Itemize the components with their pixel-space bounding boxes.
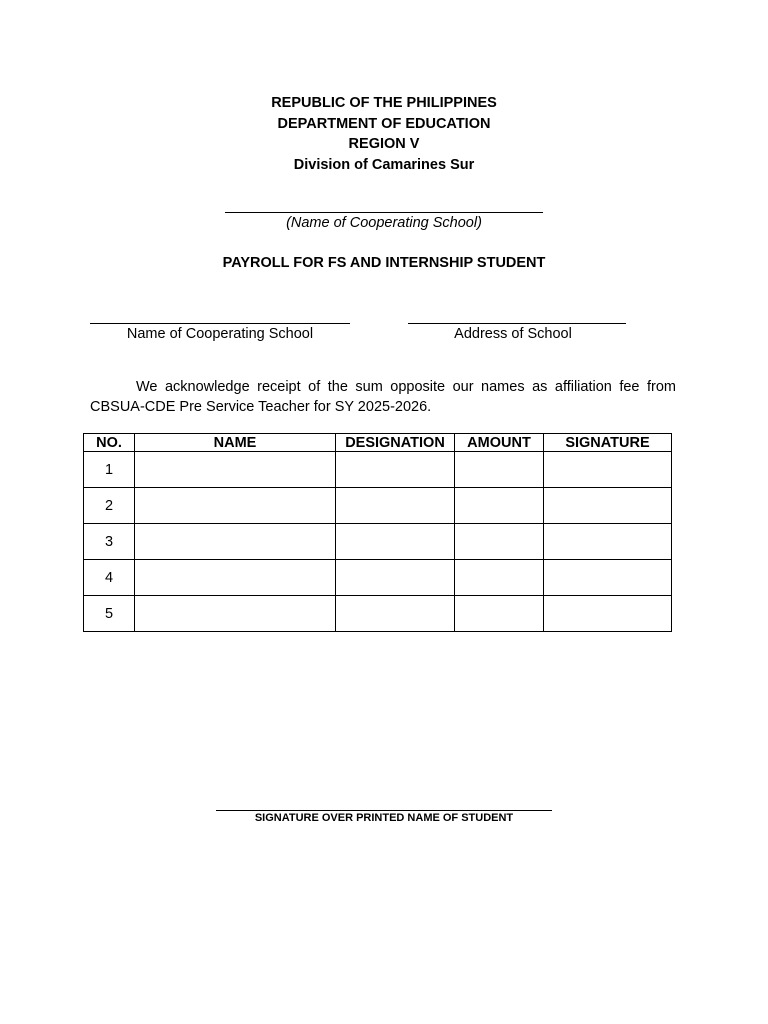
header-region: REGION V bbox=[348, 136, 420, 152]
table-header-row bbox=[84, 434, 672, 452]
column-header-amount: AMOUNT bbox=[455, 434, 544, 452]
amount-cell[interactable] bbox=[455, 524, 544, 560]
column-header-name: NAME bbox=[135, 434, 336, 452]
school-name-field-label: Name of Cooperating School bbox=[126, 326, 314, 342]
school-name-blank-line[interactable] bbox=[225, 212, 543, 213]
school-address-field-label: Address of School bbox=[454, 326, 572, 342]
row-number: 1 bbox=[84, 452, 135, 488]
table-row bbox=[84, 524, 672, 560]
column-header-signature: SIGNATURE bbox=[544, 434, 672, 452]
table-row bbox=[84, 452, 672, 488]
name-cell[interactable] bbox=[135, 596, 336, 632]
school-name-field-line[interactable] bbox=[90, 323, 350, 324]
signature-cell[interactable] bbox=[544, 452, 672, 488]
signature-cell[interactable] bbox=[544, 560, 672, 596]
table-row bbox=[84, 560, 672, 596]
document-header bbox=[0, 93, 768, 175]
amount-cell[interactable] bbox=[455, 452, 544, 488]
signature-cell[interactable] bbox=[544, 488, 672, 524]
school-address-field-line[interactable] bbox=[408, 323, 626, 324]
signature-cell[interactable] bbox=[544, 596, 672, 632]
school-name-caption: (Name of Cooperating School) bbox=[286, 215, 482, 231]
table-row bbox=[84, 596, 672, 632]
column-header-designation: DESIGNATION bbox=[336, 434, 455, 452]
header-division: Division of Camarines Sur bbox=[293, 156, 475, 173]
column-header-no: NO. bbox=[84, 434, 135, 452]
acknowledgement-paragraph: We acknowledge receipt of the sum opposite our names as affiliation fee from CBSUA-CDE Pre Service Teacher for SY 2025-2026. bbox=[90, 379, 676, 415]
header-department: DEPARTMENT OF EDUCATION bbox=[277, 115, 491, 132]
document-title: PAYROLL FOR FS AND INTERNSHIP STUDENT bbox=[222, 255, 546, 271]
name-cell[interactable] bbox=[135, 452, 336, 488]
name-cell[interactable] bbox=[135, 560, 336, 596]
designation-cell[interactable] bbox=[336, 560, 455, 596]
table-row bbox=[84, 488, 672, 524]
name-cell[interactable] bbox=[135, 524, 336, 560]
designation-cell[interactable] bbox=[336, 488, 455, 524]
designation-cell[interactable] bbox=[336, 524, 455, 560]
row-number: 5 bbox=[84, 596, 135, 632]
amount-cell[interactable] bbox=[455, 596, 544, 632]
designation-cell[interactable] bbox=[336, 452, 455, 488]
name-cell[interactable] bbox=[135, 488, 336, 524]
header-republic: REPUBLIC OF THE PHILIPPINES bbox=[271, 95, 497, 111]
designation-cell[interactable] bbox=[336, 596, 455, 632]
student-signature-line[interactable] bbox=[216, 810, 552, 811]
signature-cell[interactable] bbox=[544, 524, 672, 560]
row-number: 3 bbox=[84, 524, 135, 560]
row-number: 2 bbox=[84, 488, 135, 524]
amount-cell[interactable] bbox=[455, 488, 544, 524]
student-signature-caption: SIGNATURE OVER PRINTED NAME OF STUDENT bbox=[254, 812, 514, 824]
amount-cell[interactable] bbox=[455, 560, 544, 596]
row-number: 4 bbox=[84, 560, 135, 596]
payroll-table bbox=[83, 433, 672, 632]
